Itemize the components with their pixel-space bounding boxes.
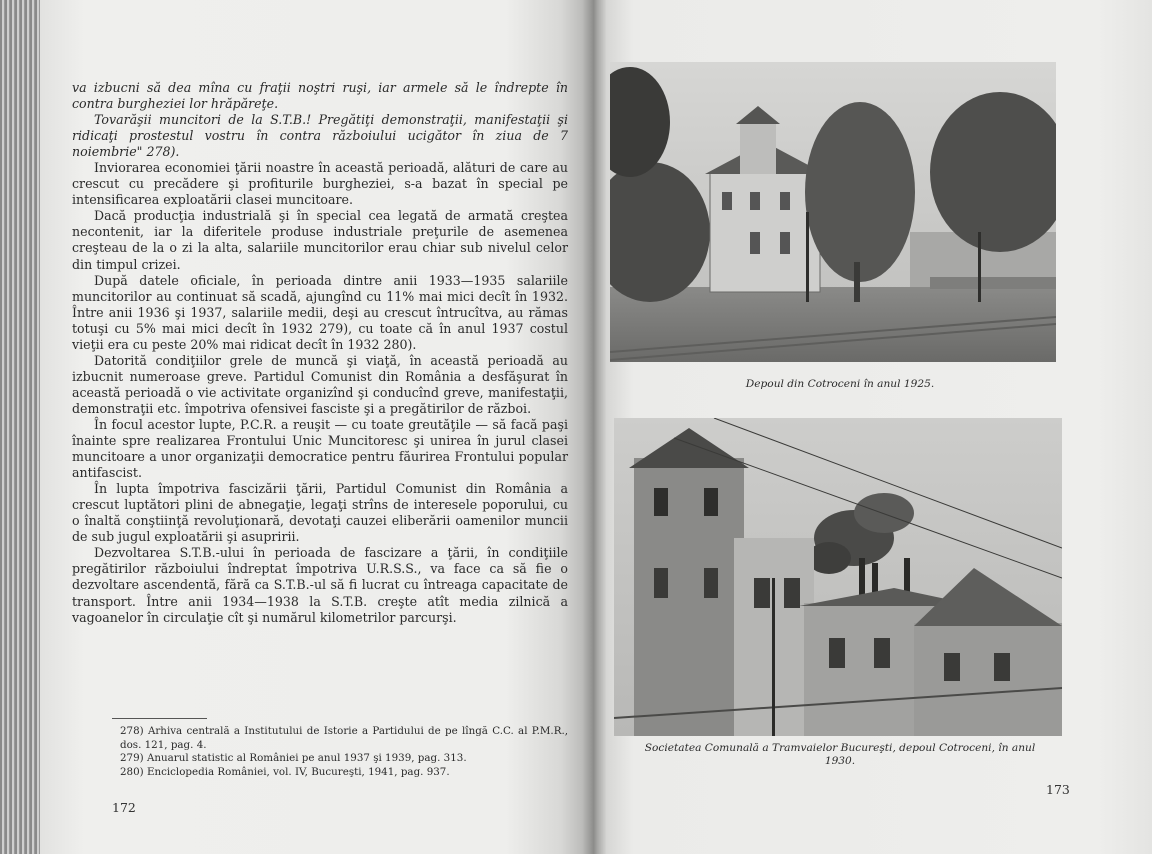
- paragraph: În lupta împotriva fascizării ţării, Partidul Comunist din România a crescut luptători plini de abnegaţie, legaţi strîns de interesele poporului, cu o înaltă conştiinţă revoluţionară, devotaţi cauzei eliberării oamenilor muncii de sub jugul exploatării şi asupririi.: [72, 481, 568, 545]
- paragraph: Tovarăşii muncitori de la S.T.B.! Pregătiţi demonstraţii, manifestaţii şi ridicaţi prostestul vostru în contra războiului ucigător în ziua de 7 noiembrie" 278).: [72, 112, 568, 160]
- paragraph: După datele oficiale, în perioada dintre anii 1933—1935 salariile muncitorilor au continuat să scadă, ajungînd cu 11% mai mici decît în 1932. Între anii 1936 şi 1937, salariile medii, deşi au crescut întrucîtva, au rămas totuşi cu 5% mai mici decît în 1932 279), cu toate că în anul 1937 costul vieţii era cu peste 20% mai ridicat decît în 1932 280).: [72, 272, 568, 352]
- paragraph: Dezvoltarea S.T.B.-ului în perioada de fascizare a ţării, în condiţiile pregătirilor războiului îndreptat împotriva U.R.S.S., va face ca să fie o dezvoltare ascendentă, fără ca S.T.B.-ul să fi lucrat cu întreaga capacitate de transport. Între anii 1934—1938 la S.T.B. creşte atît media zilnică a vagoanelor în circulaţie cît şi numărul kilometrilor parcurşi.: [72, 545, 568, 625]
- paragraph: Dacă producţia industrială şi în special cea legată de armată creştea necontenit, iar la diferitele produse industriale preţurile de asemenea creşteau de la o zi la alta, salariile muncitorilor erau chiar sub nivelul celor din timpul crizei.: [72, 208, 568, 272]
- caption-top: Depoul din Cotroceni în anul 1925.: [745, 378, 935, 390]
- page-number-right: 173: [1046, 782, 1070, 797]
- footnote-rule: [112, 718, 207, 719]
- paragraph: Inviorarea economiei ţării noastre în această perioadă, alături de care au crescut cu precădere şi profiturile burgheziei, s-a bazat în special pe intensificarea exploatării clasei muncitoare.: [72, 160, 568, 208]
- footnote: 279) Anuarul statistic al României pe anul 1937 şi 1939, pag. 313.: [120, 752, 467, 764]
- paragraph: va izbucni să dea mîna cu fraţii noştri ruşi, iar armele să le îndrepte în contra burgheziei lor hrăpăreţe.: [72, 80, 568, 112]
- page-edges: [0, 0, 40, 854]
- page-number-left: 172: [112, 800, 136, 815]
- left-page-body: [72, 80, 568, 626]
- paragraph: În focul acestor lupte, P.C.R. a reuşit — cu toate greutăţile — să facă paşi înainte spre realizarea Frontului Unic Muncitoresc şi unirea în jurul clasei muncitoare a unor organizaţii democratice pentru făurirea Frontului popular antifascist.: [72, 416, 568, 481]
- book-gutter: [582, 0, 608, 854]
- caption-bottom: Societatea Comunală a Tramvaielor Bucureşti, depoul Cotroceni, în anul 1930.: [644, 742, 1036, 767]
- footnote: 278) Arhiva centrală a Institutului de Istorie a Partidului de pe lîngă C.C. al P.M.R., dos. 121, pag. 4.: [120, 725, 568, 751]
- footnote: 280) Enciclopedia României, vol. IV, Bucureşti, 1941, pag. 937.: [120, 765, 450, 778]
- paragraph: Datorită condiţiilor grele de muncă şi viaţă, în această perioadă au izbucnit numeroase greve. Partidul Comunist din România a desfăşurat în această perioadă o vie activitate organizînd şi conducînd greve, manifestaţii, demonstraţii etc. împotriva ofensivei fasciste şi a pregătirilor de război.: [72, 352, 568, 416]
- footnotes: [120, 725, 568, 779]
- photo-depot-1930-image: [614, 418, 1062, 736]
- photo-depot-1925-image: [610, 62, 1056, 362]
- photo-depot-1925: [610, 62, 1056, 362]
- photo-depot-1930: [614, 418, 1062, 736]
